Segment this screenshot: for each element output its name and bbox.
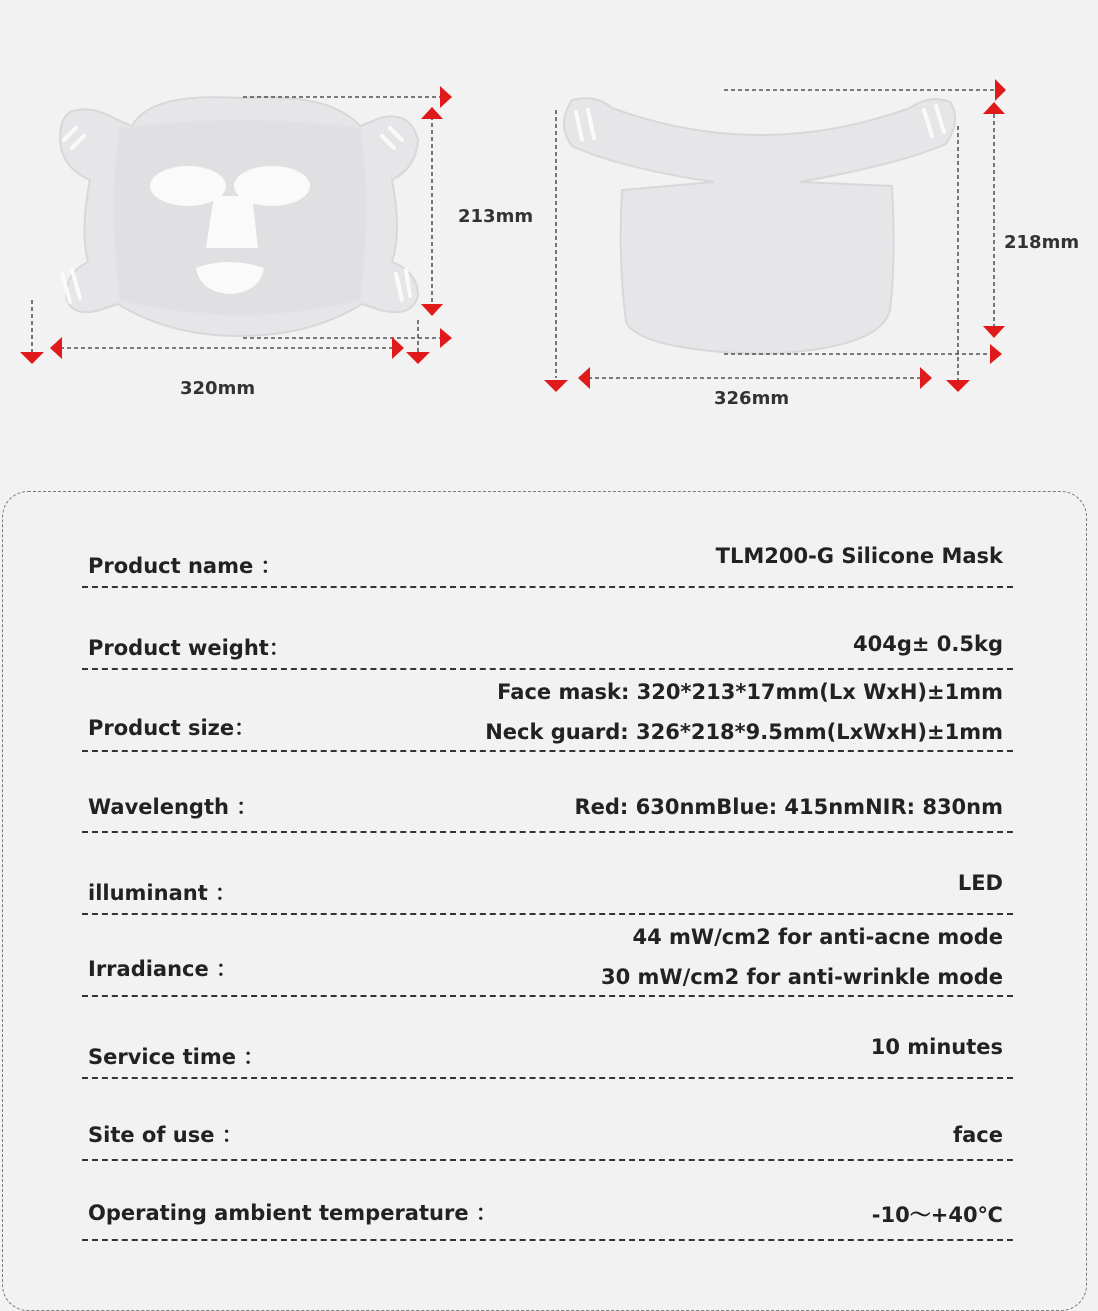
spec-label: Operating ambient temperature ： bbox=[88, 1201, 497, 1225]
spec-label: Product size： bbox=[88, 716, 256, 740]
spec-value: -10～+40℃ bbox=[871, 1203, 1003, 1227]
spec-row-product-weight bbox=[82, 588, 1013, 670]
spec-row-service-time bbox=[82, 997, 1013, 1079]
neck-guard-image bbox=[564, 98, 955, 354]
nose-hole bbox=[206, 196, 258, 248]
spec-label: Product name ： bbox=[88, 554, 282, 578]
spec-values bbox=[716, 536, 1003, 576]
spec-value: 10 minutes bbox=[870, 1035, 1003, 1059]
spec-label: illuminant ： bbox=[88, 881, 237, 905]
dimension-diagram bbox=[0, 0, 1098, 470]
spec-value: 44 mW/cm2 for anti-acne mode bbox=[632, 925, 1003, 949]
spec-values bbox=[485, 672, 1003, 752]
spec-row-product-name bbox=[82, 534, 1013, 588]
spec-value: TLM200-G Silicone Mask bbox=[715, 544, 1003, 568]
spec-row-irradiance bbox=[82, 915, 1013, 997]
spec-label: Service time ： bbox=[88, 1045, 265, 1069]
spec-values bbox=[853, 624, 1003, 664]
spec-label: Site of use ： bbox=[88, 1123, 243, 1147]
spec-value: 404g± 0.5kg bbox=[853, 632, 1003, 656]
face-mask-width-label: 320mm bbox=[180, 378, 256, 399]
spec-values bbox=[574, 787, 1003, 827]
spec-row-site-of-use bbox=[82, 1079, 1013, 1161]
spec-value: face bbox=[953, 1123, 1003, 1147]
spec-values bbox=[953, 1115, 1003, 1155]
spec-label: Product weight： bbox=[88, 636, 290, 660]
spec-value: LED bbox=[957, 871, 1003, 895]
spec-value: 30 mW/cm2 for anti-wrinkle mode bbox=[600, 965, 1003, 989]
face-mask-image bbox=[60, 97, 418, 336]
spec-values bbox=[958, 863, 1003, 903]
specification-card bbox=[2, 491, 1087, 1311]
spec-row-wavelength bbox=[82, 752, 1013, 833]
neck-guard-shape bbox=[564, 98, 955, 354]
neck-guard-height-label: 218mm bbox=[1004, 232, 1080, 253]
spec-value: Red: 630nmBlue: 415nmNIR: 830nm bbox=[574, 795, 1003, 819]
spec-label: Wavelength ： bbox=[88, 795, 258, 819]
neck-guard-width-label: 326mm bbox=[714, 388, 790, 409]
spec-label: Irradiance ： bbox=[88, 957, 238, 981]
spec-value: Face mask: 320*213*17mm(Lx WxH)±1mm bbox=[497, 680, 1003, 704]
spec-values bbox=[871, 1027, 1003, 1067]
spec-row-operating-temperature bbox=[82, 1161, 1013, 1241]
spec-row-illuminant bbox=[82, 833, 1013, 915]
spec-values bbox=[601, 917, 1003, 997]
spec-values bbox=[872, 1195, 1003, 1235]
face-mask-height-label: 213mm bbox=[458, 206, 534, 227]
spec-row-product-size bbox=[82, 670, 1013, 752]
spec-value: Neck guard: 326*218*9.5mm(LxWxH)±1mm bbox=[485, 720, 1003, 744]
